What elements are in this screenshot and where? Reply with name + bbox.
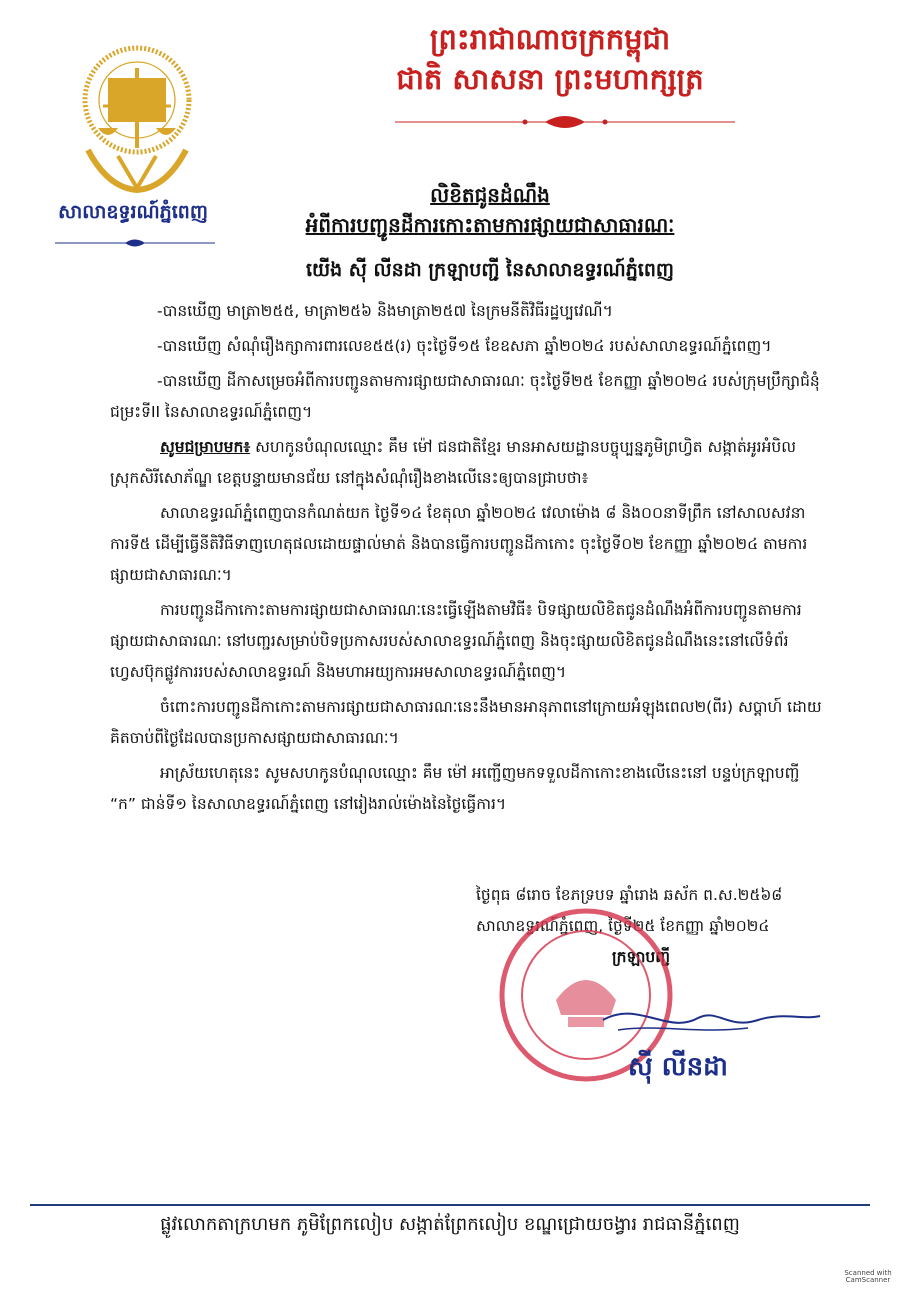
handwritten-signature-icon — [598, 990, 823, 1050]
notice-paragraph — [110, 432, 830, 494]
notice-label: សូមជម្រាបមក៖ — [160, 438, 251, 456]
place-date: សាលាឧទ្ធរណ៍ភ្នំពេញ, ថ្ងៃទី២៥ ខែកញ្ញា ឆ្នាំ២០២៤ — [476, 917, 770, 935]
court-name: សាលាឧទ្ធរណ៍ភ្នំពេញ — [58, 201, 208, 223]
issuer-line: យើង ស៊ី លីនដា ក្រឡាបញ្ជី នៃសាលាឧទ្ធរណ៍ភ្នំពេញ — [306, 259, 674, 281]
lunar-date: ថ្ងៃពុធ ៨រោច ខែភទ្របទ ឆ្នាំរោង ឆស័ក ព.ស.២៥៦៨ — [476, 886, 783, 904]
legal-basis-2: -បានឃើញ សំណុំរឿងក្សាការពារលេខ៥៥(រ) ចុះថ្ងៃទី១៥ ខែឧសភា ឆ្នាំ២០២៤ របស់សាលាឧទ្ធរណ៍ភ្នំពេញ។ — [157, 337, 772, 355]
signer-role: ក្រឡាបញ្ជី — [612, 948, 670, 966]
notice-text: សហកូនបំណុលឈ្មោះ គឹម ម៉ៅ ជនជាតិខ្មែរ មានអាសយដ្ឋានបច្ចុប្បន្នភូមិព្រហ្វិត សង្កាត់អូរអំបិល ស្រុកសិរីសោភ័ណ្ឌ ខេត្តបន្ទាយមានជ័យ នៅក្នុងសំណុំរឿងខាងលើនេះឲ្យបានជ្រាបថា៖ — [110, 438, 797, 487]
document-body — [110, 296, 830, 824]
signer-name: ស៊ី លីនដា — [628, 1052, 728, 1082]
hearing-paragraph: សាលាឧទ្ធរណ៍ភ្នំពេញបានកំណត់យក ថ្ងៃទី១៤ ខែតុលា ឆ្នាំ២០២៤ វេលាម៉ោង ៨ និង០០នាទីព្រឹក នៅសាលសវនាការទី៥ ដើម្បីធ្វើនីតិវិធីទាញហេតុផលដោយផ្ទាល់មាត់ និងបានធ្វើការបញ្ជូនដីកាកោះ ចុះថ្ងៃទី០២ ខែកញ្ញា ឆ្នាំ២០២៤ តាមការផ្សាយជាសាធារណៈ។ — [110, 504, 808, 584]
summons-paragraph: អាស្រ័យហេតុនេះ សូមសហកូនបំណុលឈ្មោះ គឹម ម៉ៅ អញ្ជើញមកទទួលដីកាកោះខាងលើនេះនៅ បន្ទប់ក្រឡាបញ្ជី “ក” ជាន់ទី១ នៃសាលាឧទ្ធរណ៍ភ្នំពេញ នៅរៀងរាល់ម៉ោងនៃថ្ងៃធ្វើការ។ — [110, 764, 800, 813]
method-paragraph: ការបញ្ជូនដីកាកោះតាមការផ្សាយជាសាធារណៈនេះធ្វើឡើងតាមវិធី៖ បិទផ្សាយលិខិតជូនដំណឹងអំពីការបញ្ជូនតាមការផ្សាយជាសាធារណៈ នៅបញ្ជរសម្រាប់បិទប្រកាសរបស់សាលាឧទ្ធរណ៍ភ្នំពេញ និងចុះផ្សាយលិខិតជូនដំណឹងនេះនៅលើទំព័រហ្វេសប៊ុកផ្លូវការរបស់សាលាឧទ្ធរណ៍ និងមហាអយ្យការអមសាលាឧទ្ធរណ៍ភ្នំពេញ។ — [110, 601, 802, 681]
document-type-title: លិខិតជូនដំណឹង — [430, 183, 550, 207]
document-subject: អំពីការបញ្ជូនដីការកោះតាមការផ្សាយជាសាធារណៈ — [305, 213, 675, 237]
national-motto: ជាតិ សាសនា ព្រះមហាក្សត្រ — [396, 62, 704, 96]
court-emblem-icon — [78, 38, 196, 198]
kingdom-title: ព្រះរាជាណាចក្រកម្ពុជា — [429, 22, 671, 56]
scanner-badge: Scanned with CamScanner — [844, 1269, 892, 1284]
footer-divider — [30, 1204, 870, 1206]
legal-basis-3: -បានឃើញ ដីកាសម្រេចអំពីការបញ្ជូនតាមការផ្សាយជាសាធារណៈ ចុះថ្ងៃទី២៥ ខែកញ្ញា ឆ្នាំ២០២៤ របស់ក្រុមប្រឹក្សាជំនុំជម្រះទីII នៃសាលាឧទ្ធរណ៍ភ្នំពេញ។ — [110, 372, 820, 421]
footer-address: ផ្លូវលោកតាក្រហមក ភូមិព្រែកលៀប សង្កាត់ព្រែកលៀប ខណ្ឌជ្រោយចង្វារ រាជធានីភ្នំពេញ — [160, 1214, 740, 1235]
ornament-divider-icon — [395, 112, 735, 132]
legal-basis-1: -បានឃើញ មាត្រា២៥៥, មាត្រា២៥៦ និងមាត្រា២៥៧ នៃក្រមនីតិវិធីរដ្ឋប្បវេណី។ — [157, 302, 613, 320]
effect-paragraph: ចំពោះការបញ្ជូនដីកាកោះតាមការផ្សាយជាសាធារណៈនេះនឹងមានអានុភាពនៅក្រោយអំឡុងពេល២(ពីរ) សប្តាហ៍ ដោយគិតចាប់ពីថ្ងៃដែលបានប្រកាសផ្សាយជាសាធារណៈ។ — [110, 698, 822, 747]
